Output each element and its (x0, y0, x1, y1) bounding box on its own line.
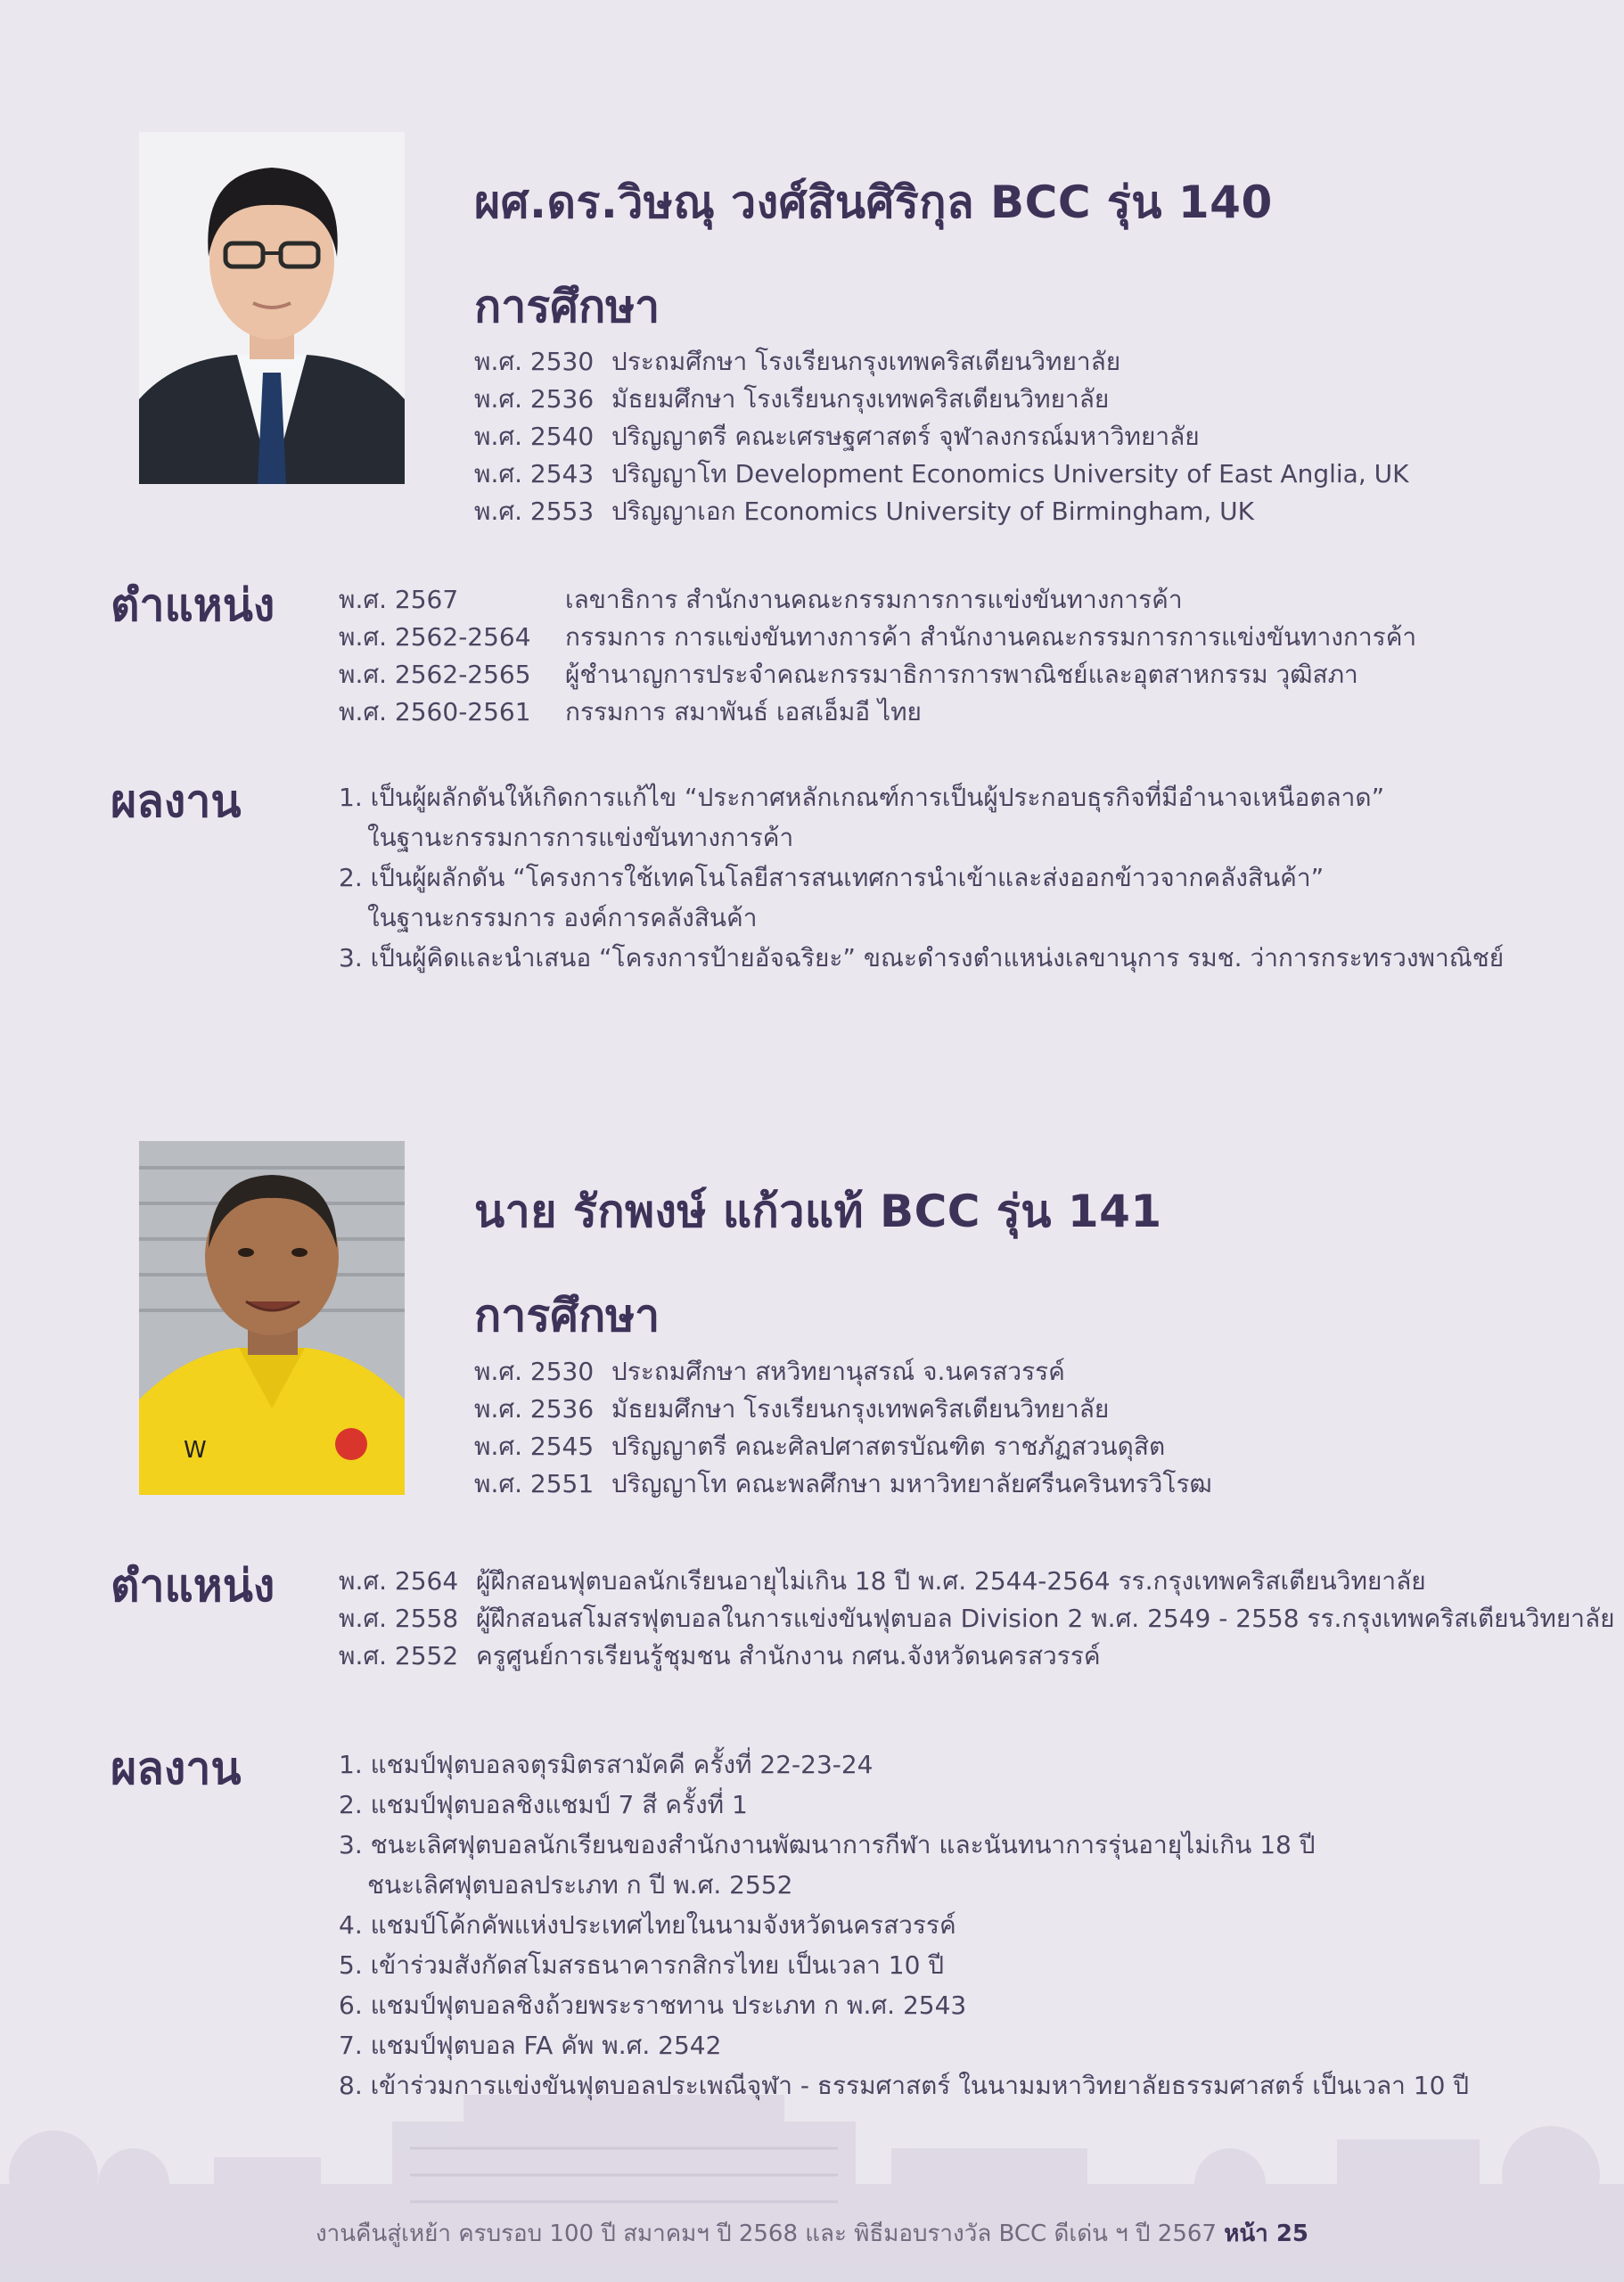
education-item: พ.ศ. 2536 มัธยมศึกษา โรงเรียนกรุงเทพคริสเตียนวิทยาลัย (474, 384, 1110, 414)
person2-position-heading: ตำแหน่ง (111, 1560, 275, 1612)
person2-works-list (339, 1744, 1469, 2106)
person1-education-heading: การศึกษา (474, 281, 660, 332)
position-item: พ.ศ. 2560-2561 กรรมการ สมาพันธ์ เอสเอ็มอี ไทย (339, 697, 922, 726)
footer-text: งานคืนสู่เหย้า ครบรอบ 100 ปี สมาคมฯ ปี 2568 และ พิธีมอบรางวัล BCC ดีเด่น ฯ ปี 2567 (315, 2220, 1225, 2247)
education-item: พ.ศ. 2536 มัธยมศึกษา โรงเรียนกรุงเทพคริสเตียนวิทยาลัย (474, 1394, 1110, 1424)
position-item: พ.ศ. 2558 ผู้ฝึกสอนสโมสรฟุตบอลในการแข่งขันฟุตบอล Division 2 พ.ศ. 2549 - 2558 รร.กรุงเทพคริสเตียนวิทยาลัย (339, 1604, 1615, 1633)
works-item: 5. เข้าร่วมสังกัดสโมสรธนาคารกสิกรไทย เป็นเวลา 10 ปี (339, 1950, 945, 1980)
profile-photo-person2 (139, 1141, 405, 1495)
works-item: 4. แชมป์โค้กคัพแห่งประเทศไทยในนามจังหวัดนครสวรรค์ (339, 1910, 956, 1940)
person2-education-list (474, 1353, 1212, 1503)
works-item: 3. ชนะเลิศฟุตบอลนักเรียนของสำนักงานพัฒนาการกีฬา และนันทนาการรุ่นอายุไม่เกิน 18 ปี (339, 1830, 1316, 1859)
works-item: 6. แชมป์ฟุตบอลชิงถ้วยพระราชทาน ประเภท ก พ.ศ. 2543 (339, 1991, 967, 2020)
position-item: พ.ศ. 2552 ครูศูนย์การเรียนรู้ชุมชน สำนักงาน กศน.จังหวัดนครสวรรค์ (339, 1641, 1101, 1670)
works-item: ชนะเลิศฟุตบอลประเภท ก ปี พ.ศ. 2552 (367, 1870, 793, 1900)
works-item: 3. เป็นผู้คิดและนำเสนอ “โครงการป้ายอัจฉริยะ” ขณะดำรงตำแหน่งเลขานุการ รมช. ว่าการกระทรวงพาณิชย์ (339, 943, 1505, 973)
education-item: พ.ศ. 2543 ปริญญาโท Development Economics University of East Anglia, UK (474, 459, 1409, 488)
profile-photo-person1 (139, 132, 405, 484)
person2-education-heading: การศึกษา (474, 1290, 660, 1342)
svg-text:W: W (184, 1437, 207, 1464)
education-item: พ.ศ. 2540 ปริญญาตรี คณะเศรษฐศาสตร์ จุฬาลงกรณ์มหาวิทยาลัย (474, 422, 1200, 451)
page-footer (0, 2215, 1624, 2252)
person2-name: นาย รักพงษ์ แก้วแท้ BCC รุ่น 141 (474, 1186, 1162, 1237)
person1-education-list (474, 343, 1408, 530)
person1-works-list (339, 777, 1504, 978)
position-item: พ.ศ. 2562-2564 กรรมการ การแข่งขันทางการค้า สำนักงานคณะกรรมการการแข่งขันทางการค้า (339, 622, 1417, 652)
works-item: ในฐานะกรรมการการแข่งขันทางการค้า (367, 823, 794, 852)
person1-works-heading: ผลงาน (111, 776, 242, 827)
position-item: พ.ศ. 2562-2565 ผู้ชำนาญการประจำคณะกรรมาธิการการพาณิชย์และอุตสาหกรรม วุฒิสภา (339, 660, 1358, 689)
person1-position-list (339, 581, 1416, 731)
education-item: พ.ศ. 2530 ประถมศึกษา โรงเรียนกรุงเทพคริสเตียนวิทยาลัย (474, 347, 1121, 376)
works-item: 8. เข้าร่วมการแข่งขันฟุตบอลประเพณีจุฬา - ธรรมศาสตร์ ในนามมหาวิทยาลัยธรรมศาสตร์ เป็นเวลา 10 ปี (339, 2071, 1470, 2100)
position-item: พ.ศ. 2567 เลขาธิการ สำนักงานคณะกรรมการการแข่งขันทางการค้า (339, 585, 1183, 614)
person2-position-list (339, 1563, 1615, 1675)
works-item: 1. เป็นผู้ผลักดันให้เกิดการแก้ไข “ประกาศหลักเกณฑ์การเป็นผู้ประกอบธุรกิจที่มีอำนาจเหนือตลาด” (339, 783, 1385, 812)
education-item: พ.ศ. 2553 ปริญญาเอก Economics University of Birmingham, UK (474, 497, 1254, 526)
works-item: 1. แชมป์ฟุตบอลจตุรมิตรสามัคคี ครั้งที่ 22-23-24 (339, 1750, 874, 1779)
works-item: ในฐานะกรรมการ องค์การคลังสินค้า (367, 903, 758, 932)
works-item: 2. แชมป์ฟุตบอลชิงแชมป์ 7 สี ครั้งที่ 1 (339, 1790, 748, 1819)
page-number: หน้า 25 (1224, 2220, 1308, 2247)
works-item: 2. เป็นผู้ผลักดัน “โครงการใช้เทคโนโลยีสารสนเทศการนำเข้าและส่งออกข้าวจากคลังสินค้า” (339, 863, 1325, 892)
person1-position-heading: ตำแหน่ง (111, 579, 275, 631)
position-item: พ.ศ. 2564 ผู้ฝึกสอนฟุตบอลนักเรียนอายุไม่เกิน 18 ปี พ.ศ. 2544-2564 รร.กรุงเทพคริสเตียนวิทยาลัย (339, 1566, 1426, 1596)
education-item: พ.ศ. 2551 ปริญญาโท คณะพลศึกษา มหาวิทยาลัยศรีนครินทรวิโรฒ (474, 1469, 1212, 1498)
person1-name: ผศ.ดร.วิษณุ วงศ์สินศิริกุล BCC รุ่น 140 (474, 176, 1273, 228)
person2-works-heading: ผลงาน (111, 1743, 242, 1794)
education-item: พ.ศ. 2545 ปริญญาตรี คณะศิลปศาสตรบัณฑิต ราชภัฏสวนดุสิต (474, 1432, 1166, 1461)
works-item: 7. แชมป์ฟุตบอล FA คัพ พ.ศ. 2542 (339, 2031, 722, 2060)
education-item: พ.ศ. 2530 ประถมศึกษา สหวิทยานุสรณ์ จ.นครสวรรค์ (474, 1357, 1065, 1386)
